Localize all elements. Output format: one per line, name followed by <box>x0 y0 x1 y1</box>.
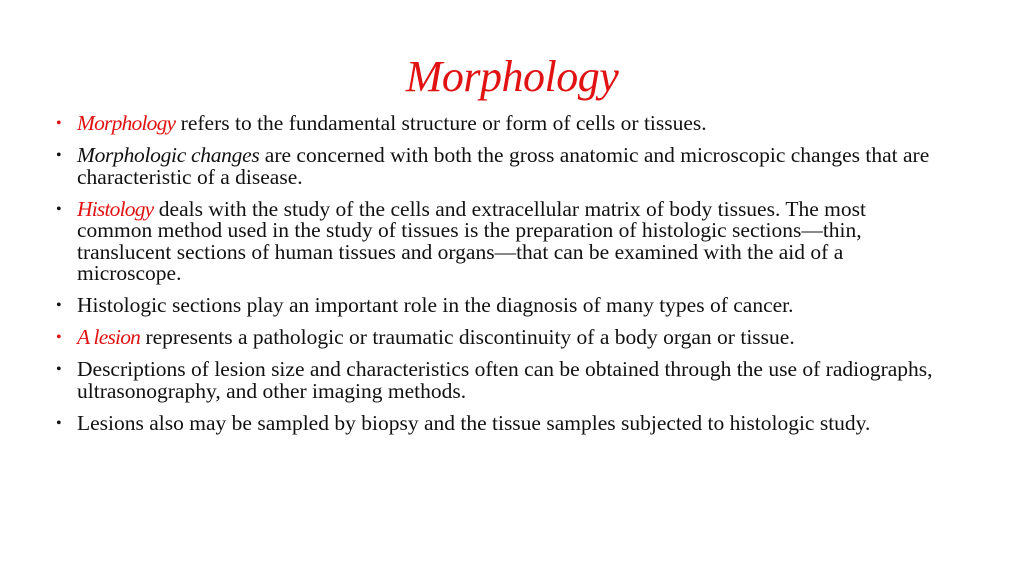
bullet-text: Lesions also may be sampled by biopsy and the tissue samples subjected to histologic study. <box>77 410 871 435</box>
bullet-text: Descriptions of lesion size and characteristics often can be obtained through the use of radiographs, ultrasonography, and other imaging methods. <box>77 357 933 403</box>
bullet-dot-icon: • <box>56 414 62 432</box>
bullet-dot-icon: • <box>56 147 62 164</box>
bullet-item-biopsy <box>56 410 936 435</box>
term-lesion-prefix: A <box>77 325 94 349</box>
bullet-item-lesion <box>56 327 936 349</box>
bullet-dot-icon: • <box>56 361 62 378</box>
bullet-text: represents a pathologic or traumatic discontinuity of a body organ or tissue. <box>140 325 795 349</box>
bullet-item-histology <box>56 196 936 285</box>
term-morphologic-changes: Morphologic changes <box>77 143 260 167</box>
slide-title: Morphology <box>405 52 619 101</box>
bullet-item-morphologic-changes <box>56 145 936 188</box>
bullet-dot-icon: • <box>56 297 62 314</box>
term-lesion: lesion <box>93 325 141 349</box>
bullet-text: are concerned with both the gross anatomic and microscopic changes that are characteristic of a disease. <box>77 143 930 189</box>
bullet-dot-icon: • <box>56 200 62 218</box>
bullet-item-lesion-descriptions <box>56 359 936 402</box>
term-morphology: Morphology <box>77 111 176 135</box>
bullet-text: refers to the fundamental structure or form of cells or tissues. <box>175 111 707 135</box>
bullet-dot-icon: • <box>56 329 62 346</box>
term-histology: Histology <box>77 196 154 221</box>
bullet-list <box>56 113 936 445</box>
bullet-dot-icon: • <box>56 115 62 132</box>
bullet-item-histologic-sections <box>56 295 936 317</box>
bullet-text: Histologic sections play an important role in the diagnosis of many types of cancer. <box>77 293 794 317</box>
bullet-text: deals with the study of the cells and extracellular matrix of body tissues. The most common method used in the study of tissues is the preparation of histologic sections—thin, translucent sections of human tissues and organs—that can be examined with the aid of a microscope. <box>77 196 866 285</box>
bullet-item-morphology <box>56 113 936 135</box>
